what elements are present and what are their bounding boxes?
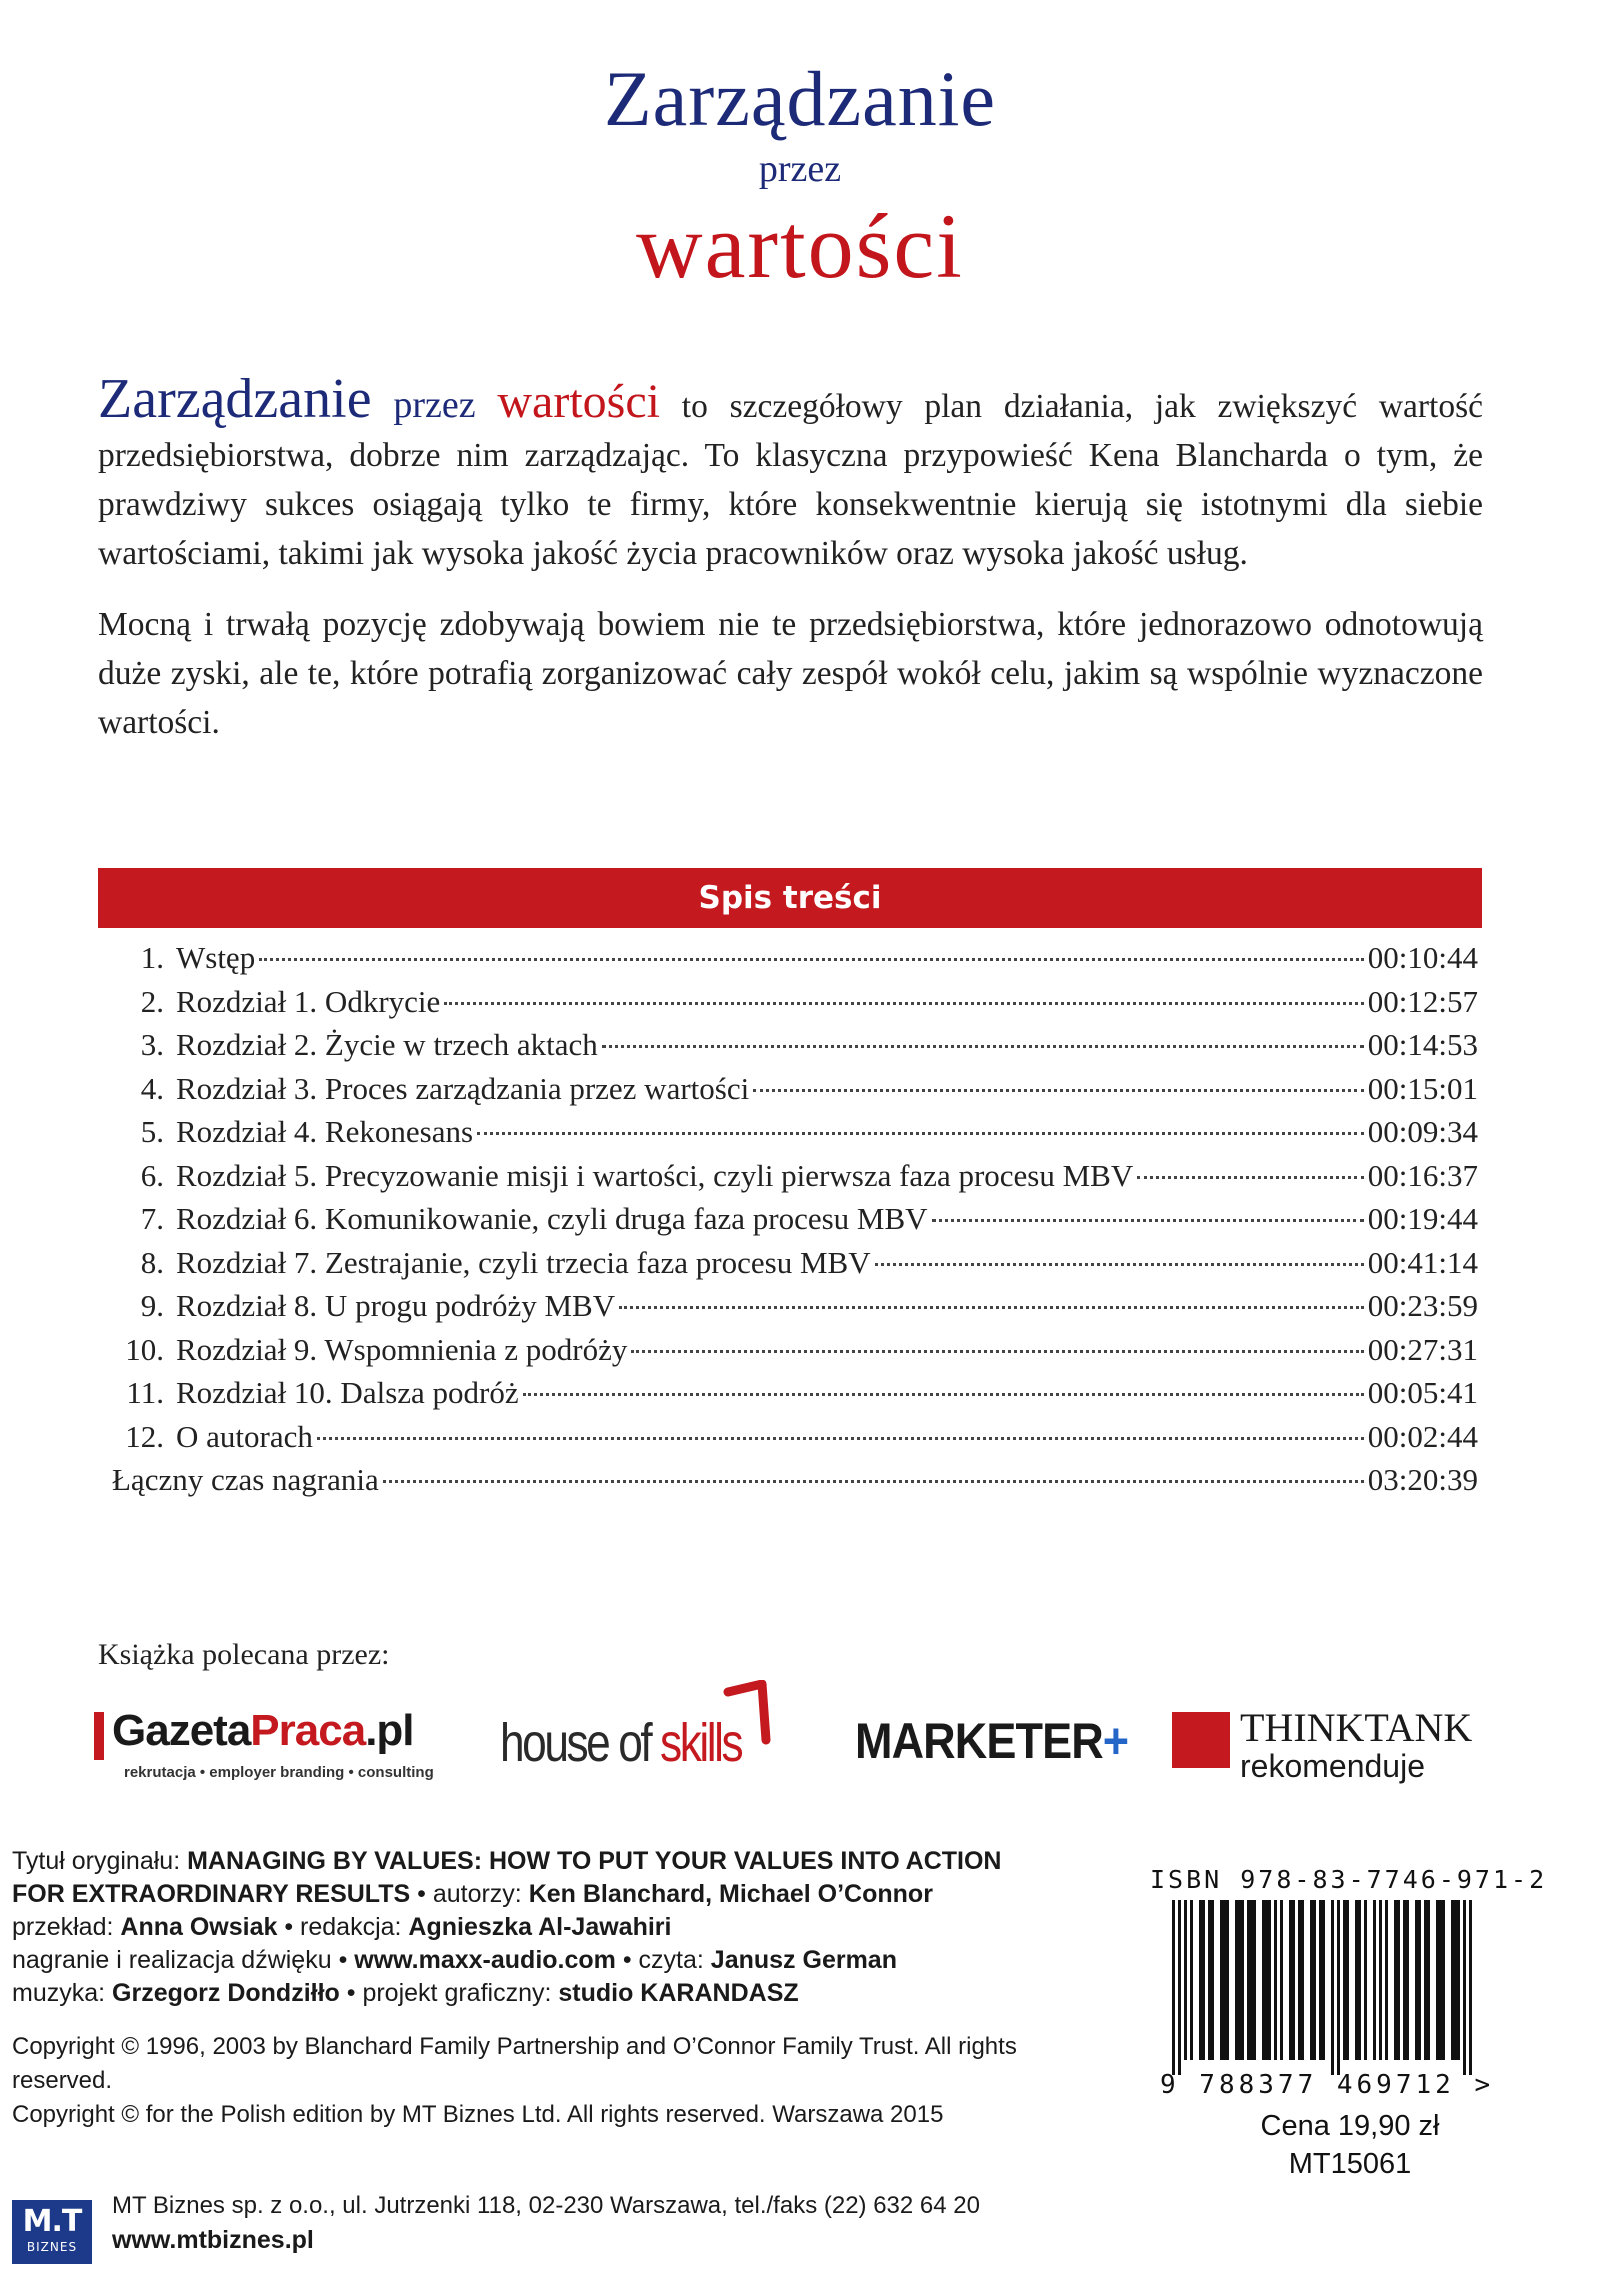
toc-item-label: Rozdział 10. Dalsza podróż	[176, 1375, 519, 1410]
title-word-wartosci: wartości	[636, 195, 964, 297]
title-word-zarzadzanie: Zarządzanie	[603, 55, 996, 142]
toc-leader-dots	[1137, 1176, 1364, 1179]
barcode-bar	[1208, 1900, 1214, 2060]
barcode-bar	[1199, 1900, 1205, 2060]
toc-leader-dots	[383, 1480, 1364, 1483]
toc-item-number: 1.	[140, 940, 164, 975]
toc-item-time: 00:27:31	[1367, 1331, 1478, 1367]
toc-item-time: 00:15:01	[1367, 1070, 1478, 1106]
toc-item-number: 5.	[140, 1114, 164, 1149]
toc-item-label: Rozdział 8. U progu podróży MBV	[176, 1288, 616, 1323]
credits-line-1	[12, 1845, 1112, 1878]
marketer-word: MARKETER	[855, 1713, 1103, 1769]
lead-word-2: przez	[393, 384, 476, 426]
house-of-skills-logo	[500, 1680, 800, 1780]
toc-item-number: 7.	[140, 1201, 164, 1236]
description-paragraph-1	[98, 368, 1484, 578]
original-title-part-2: FOR EXTRAORDINARY RESULTS	[12, 1880, 411, 1908]
marketer-plus-icon: +	[1102, 1713, 1129, 1769]
toc-leader-dots	[259, 958, 1364, 961]
toc-item-time: 00:23:59	[1367, 1288, 1478, 1323]
credit-label-recording: nagranie i realizacja dźwięku •	[12, 1946, 355, 1974]
toc-item	[112, 1332, 1478, 1376]
barcode-bar	[1274, 1900, 1277, 2060]
toc-total	[112, 1462, 1478, 1506]
barcode-guard-bar	[1178, 1900, 1181, 2075]
toc-leader-dots	[631, 1350, 1363, 1353]
thinktank-wordmark: THINKTANK	[1240, 1705, 1473, 1750]
toc-total-label: Łączny czas nagrania	[112, 1462, 379, 1497]
toc-item-time: 00:05:41	[1367, 1375, 1478, 1410]
toc-item-label: Rozdział 6. Komunikowanie, czyli druga faza procesu MBV	[176, 1201, 928, 1236]
barcode-bar	[1394, 1900, 1400, 2060]
book-description	[98, 368, 1484, 769]
toc-item	[112, 1027, 1478, 1071]
toc-item-time: 00:16:37	[1367, 1157, 1478, 1193]
marketer-wordmark	[855, 1712, 1129, 1770]
barcode-bar	[1310, 1900, 1316, 2060]
toc-item	[112, 984, 1478, 1028]
house-of-skills-word-a: house of	[500, 1713, 661, 1773]
toc-item	[112, 1114, 1478, 1158]
barcode-guard-bar	[1337, 1900, 1340, 2075]
description-paragraph-2: Mocną i trwałą pozycję zdobywają bowiem nie te przedsiębiorstwa, które jednorazowo odnotowują duże zyski, ale te, które potrafią zorganizować cały zespół wokół celu, jakim są wspólnie wyznaczone wartości.	[98, 606, 1483, 741]
barcode-bar	[1262, 1900, 1271, 2060]
toc-item-label: Rozdział 3. Proces zarządzania przez wartości	[176, 1070, 750, 1106]
barcode-bar	[1364, 1900, 1367, 2060]
toc-item-number: 11.	[126, 1375, 164, 1410]
toc-item	[112, 1375, 1478, 1419]
toc-item	[112, 1245, 1478, 1289]
gazetapraca-bar	[94, 1712, 104, 1760]
thinktank-square-icon	[1172, 1712, 1230, 1768]
toc-item	[112, 1201, 1478, 1245]
copyright-line-2: Copyright © for the Polish edition by MT Biznes Ltd. All rights reserved. Warszawa 2015	[12, 2101, 944, 2128]
publisher-website-link[interactable]: www.mtbiznes.pl	[112, 2226, 314, 2254]
credit-label-design: • projekt graficzny:	[339, 1979, 559, 2007]
credit-label-authors: • autorzy:	[410, 1880, 529, 1908]
credits-line-3	[12, 1911, 1112, 1944]
price-label: Cena 19,90 zł	[1260, 2110, 1440, 2142]
toc-item-label: Rozdział 2. Życie w trzech aktach	[176, 1027, 598, 1062]
toc-leader-dots	[753, 1089, 1364, 1092]
toc-item-label: O autorach	[176, 1418, 313, 1454]
barcode-bar	[1424, 1900, 1430, 2060]
toc-item-number: 9.	[140, 1288, 164, 1323]
toc-item	[112, 1288, 1478, 1332]
credits-line-5	[12, 1977, 1112, 2010]
credit-recording: www.maxx-audio.com	[354, 1946, 616, 1974]
toc-leader-dots	[619, 1306, 1364, 1309]
barcode-bar	[1343, 1900, 1349, 2060]
marketer-logo	[855, 1712, 1129, 1772]
barcode-bar	[1403, 1900, 1409, 2060]
toc-item-number: 12.	[125, 1418, 164, 1454]
toc-item-label: Rozdział 9. Wspomnienia z podróży	[176, 1331, 628, 1367]
credit-reader: Janusz German	[710, 1946, 897, 1974]
toc-item-label: Rozdział 7. Zestrajanie, czyli trzecia faza procesu MBV	[176, 1244, 871, 1280]
toc-leader-dots	[477, 1132, 1364, 1135]
title-word-przez: przez	[758, 148, 842, 190]
credits-line-2	[12, 1878, 1112, 1911]
toc-item	[112, 1419, 1478, 1463]
toc-item	[112, 940, 1478, 984]
toc-item-time: 00:12:57	[1367, 983, 1478, 1019]
toc-leader-dots	[444, 1002, 1363, 1005]
publisher-address: MT Biznes sp. z o.o., ul. Jutrzenki 118, 02-230 Warszawa, tel./faks (22) 632 64 20	[112, 2192, 980, 2219]
credit-label-editor: • redakcja:	[277, 1913, 409, 1941]
toc-item-time: 00:14:53	[1367, 1027, 1478, 1062]
toc-item-label: Wstęp	[176, 940, 256, 975]
toc-leader-dots	[523, 1393, 1364, 1396]
original-title-part-1: MANAGING BY VALUES: HOW TO PUT YOUR VALUES INTO ACTION	[187, 1847, 1002, 1875]
barcode-bar	[1280, 1900, 1283, 2060]
barcode-bar	[1184, 1900, 1187, 2060]
toc-item-time: 00:19:44	[1367, 1201, 1478, 1236]
gazetapraca-logo	[94, 1700, 434, 1790]
credit-label-reader: • czyta:	[615, 1946, 711, 1974]
barcode-bar	[1190, 1900, 1193, 2060]
toc-item-number: 2.	[140, 983, 164, 1019]
toc-item-number: 10.	[125, 1331, 164, 1367]
barcode-bar	[1373, 1900, 1376, 2060]
mt-biznes-logo	[12, 2200, 92, 2264]
toc-leader-dots	[602, 1045, 1364, 1048]
credit-label-original-title: Tytuł oryginału:	[12, 1847, 188, 1875]
toc-item	[112, 1071, 1478, 1115]
credit-authors: Ken Blanchard, Michael O’Connor	[528, 1880, 933, 1908]
toc-item	[112, 1158, 1478, 1202]
toc-item-number: 8.	[140, 1244, 164, 1280]
barcode-bar	[1385, 1900, 1388, 2060]
toc-total-time: 03:20:39	[1367, 1462, 1478, 1497]
house-of-skills-word-b: skills	[660, 1713, 742, 1773]
gazetapraca-wordmark	[112, 1706, 414, 1756]
thinktank-subtitle: rekomenduje	[1240, 1748, 1425, 1784]
credit-translator: Anna Owsiak	[120, 1913, 278, 1941]
barcode-bar	[1355, 1900, 1361, 2060]
recommended-label: Książka polecana przez:	[98, 1638, 390, 1671]
gazetapraca-tld: .pl	[365, 1706, 414, 1755]
isbn-barcode	[1168, 1900, 1548, 2080]
cover-title-logo	[0, 55, 1600, 330]
barcode-digits: 9 788377 469712 >	[1160, 2070, 1495, 2100]
credits-block	[12, 1845, 1112, 2010]
gazetapraca-word-gazeta: Gazeta	[112, 1706, 251, 1755]
toc-item-time: 00:10:44	[1367, 940, 1478, 975]
barcode-bar	[1235, 1900, 1244, 2060]
credit-label-music: muzyka:	[12, 1979, 113, 2007]
copyright-block	[12, 2030, 1112, 2132]
toc-leader-dots	[932, 1219, 1364, 1222]
toc-item-time: 00:41:14	[1367, 1244, 1478, 1280]
toc-item-label: Rozdział 4. Rekonesans	[176, 1114, 474, 1149]
barcode-bar	[1298, 1900, 1304, 2060]
barcode-bar	[1289, 1900, 1295, 2060]
credits-line-4	[12, 1944, 1112, 1977]
gazetapraca-tagline: rekrutacja • employer branding • consulting	[124, 1764, 434, 1781]
toc-item-number: 3.	[140, 1027, 164, 1062]
mt-biznes-logo-bottom: BIZNES	[26, 2240, 78, 2254]
credit-editor: Agnieszka Al-Jawahiri	[408, 1913, 672, 1941]
thinktank-logo	[1172, 1705, 1502, 1788]
barcode-guard-bar	[1463, 1900, 1466, 2075]
barcode-guard-bar	[1469, 1900, 1472, 2075]
toc-item-number: 4.	[140, 1070, 164, 1106]
lead-word-3: wartości	[497, 375, 660, 428]
barcode-bar	[1319, 1900, 1325, 2060]
toc-heading: Spis treści	[98, 868, 1482, 928]
description-paragraph-1-text: to szczegółowy plan działania, jak zwiększyć wartość przedsiębiorstwa, dobrze nim zarządzając. To klasyczna przypowieść Kena Blancharda o tym, że prawdziwy sukces osiągają tylko te firmy, które konsekwentnie kierują się istotnymi dla siebie wartościami, takimi jak wysoka jakość życia pracowników oraz wysoka jakość usług.	[98, 388, 1484, 572]
barcode-bar	[1436, 1900, 1445, 2060]
toc-item-time: 00:09:34	[1367, 1114, 1478, 1149]
lead-word-1: Zarządzanie	[98, 368, 372, 430]
mt-biznes-logo-top: M.T	[22, 2204, 82, 2239]
house-of-skills-wordmark	[500, 1712, 741, 1774]
barcode-bar	[1247, 1900, 1256, 2060]
toc-list	[112, 940, 1478, 1506]
barcode-guard-bar	[1172, 1900, 1175, 2075]
toc-item-label: Rozdział 5. Precyzowanie misji i wartości, czyli pierwsza faza procesu MBV	[176, 1157, 1134, 1193]
copyright-line-1: Copyright © 1996, 2003 by Blanchard Family Partnership and O’Connor Family Trust. All rights reserved.	[12, 2033, 1017, 2094]
credit-label-translation: przekład:	[12, 1913, 121, 1941]
barcode-bar	[1220, 1900, 1229, 2060]
toc-item-number: 6.	[140, 1157, 164, 1193]
barcode-guard-bar	[1331, 1900, 1334, 2075]
gazetapraca-word-praca: Praca	[250, 1706, 366, 1755]
isbn-label: ISBN 978-83-7746-971-2	[1150, 1865, 1548, 1894]
toc-item-time: 00:02:44	[1367, 1418, 1478, 1454]
barcode-bar	[1451, 1900, 1460, 2060]
credit-design: studio KARANDASZ	[558, 1979, 799, 2007]
barcode-bar	[1415, 1900, 1421, 2060]
barcode-bar	[1379, 1900, 1382, 2060]
product-code: MT15061	[1288, 2148, 1412, 2180]
toc-item-label: Rozdział 1. Odkrycie	[176, 983, 441, 1019]
toc-leader-dots	[317, 1437, 1364, 1440]
toc-leader-dots	[875, 1263, 1364, 1266]
credit-music: Grzegorz Dondziłło	[112, 1979, 340, 2007]
